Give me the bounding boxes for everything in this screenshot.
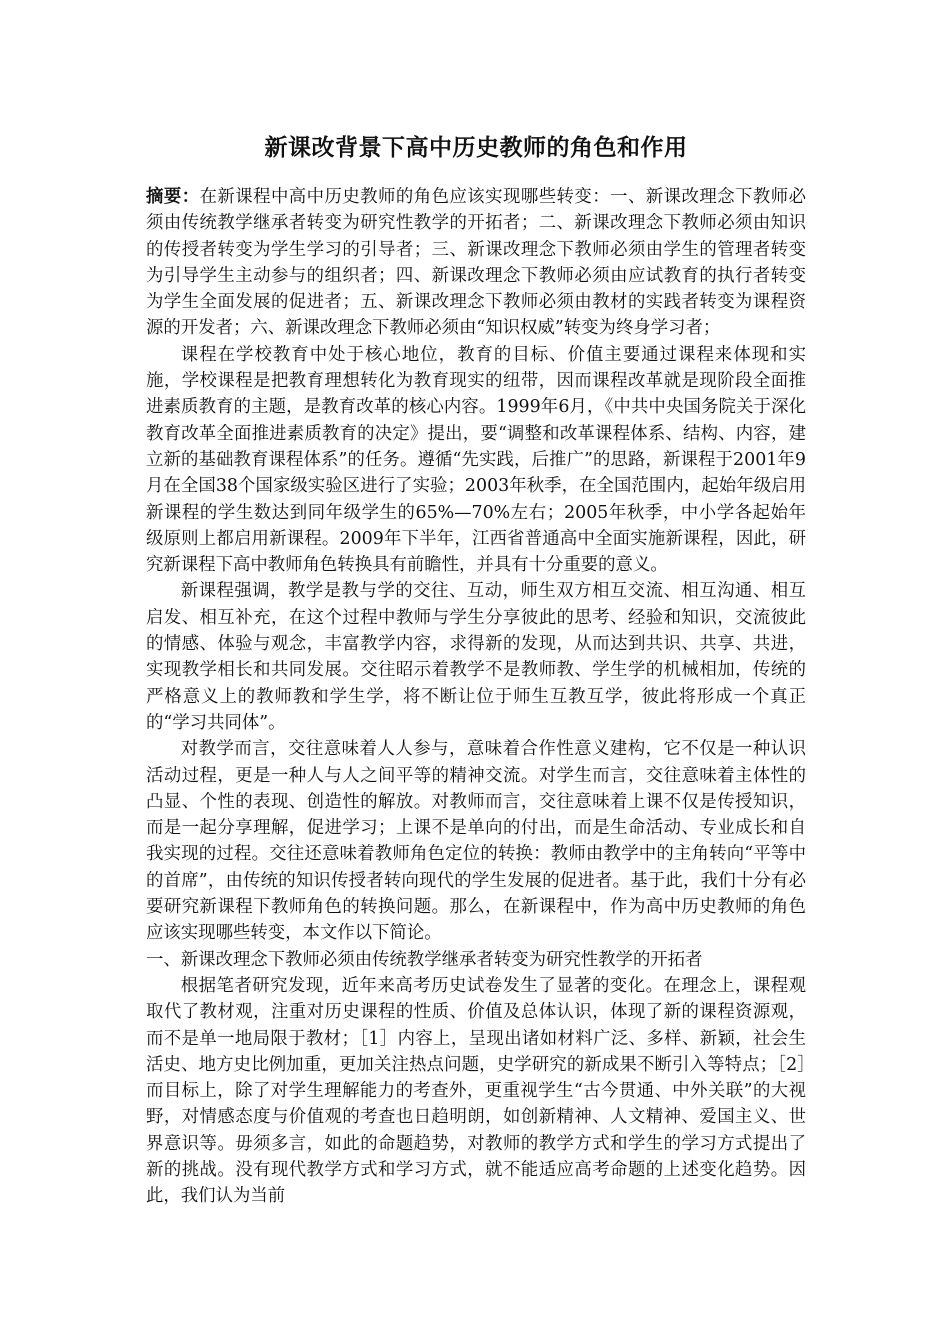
abstract-text: 在新课程中高中历史教师的角色应该实现哪些转变：一、新课改理念下教师必须由传统教学继承者转变为研究性教学的开拓者；二、新课改理念下教师必须由知识的传授者转变为学生学习的引导者；三、新课改理念下教师必须由学生的管理者转变为引导学生主动参与的组织者；四、新课改理念下教师必须由应试教育的执行者转变为学生全面发展的促进者；五、新课改理念下教师必须由教材的实践者转变为课程资源的开发者；六、新课改理念下教师必须由“知识权威”转变为终身学习者； <box>146 187 806 339</box>
document-page <box>146 128 806 1210</box>
body-paragraph-3: 对教学而言，交往意味着人人参与，意味着合作性意义建构，它不仅是一种认识活动过程，更是一种人与人之间平等的精神交流。对学生而言，交往意味着主体性的凸显、个性的表现、创造性的解放。对教师而言，交往意味着上课不仅是传授知识，而是一起分享理解，促进学习；上课不是单向的付出，而是生命活动、专业成长和自我实现的过程。交往还意味着教师角色定位的转换：教师由教学中的主角转向“平等中的首席”，由传统的知识传授者转向现代的学生发展的促进者。基于此，我们十分有必要研究新课程下教师角色的转换问题。那么，在新课程中，作为高中历史教师的角色应该实现哪些转变，本文作以下简论。 <box>146 739 806 944</box>
section-heading-1: 一、新课改理念下教师必须由传统教学继承者转变为研究性教学的开拓者 <box>146 949 703 970</box>
body-paragraph-1: 课程在学校教育中处于核心地位，教育的目标、价值主要通过课程来体现和实施，学校课程是把教育理想转化为教育现实的纽带，因而课程改革就是现阶段全面推进素质教育的主题，是教育改革的核心内容。1999年6月，《中共中央国务院关于深化教育改革全面推进素质教育的决定》提出，要“调整和改革课程体系、结构、内容，建立新的基础教育课程体系”的任务。遵循“先实践，后推广”的思路，新课程于2001年9月在全国38个国家级实验区进行了实验；2003年秋季，在全国范围内，起始年级启用新课程的学生数达到同年级学生的65%—70%左右；2005年秋季，中小学各起始年级原则上都启用新课程。2009年下半年，江西省普通高中全面实施新课程，因此，研究新课程下高中教师角色转换具有前瞻性，并具有十分重要的意义。 <box>146 344 806 576</box>
section-1-paragraph: 根据笔者研究发现，近年来高考历史试卷发生了显著的变化。在理念上，课程观取代了教材观，注重对历史课程的性质、价值及总体认识，体现了新的课程资源观，而不是单一地局限于教材；［1］内容上，呈现出诸如材料广泛、多样、新颖，社会生活史、地方史比例加重，更加关注热点问题，史学研究的新成果不断引入等特点；［2］而目标上，除了对学生理解能力的考查外，更重视学生“古今贯通、中外关联”的大视野，对情感态度与价值观的考查也日趋明朗，如创新精神、人文精神、爱国主义、世界意识等。毋须多言，如此的命题趋势，对教师的教学方式和学生的学习方式提出了新的挑战。没有现代教学方式和学习方式，就不能适应高考命题的上述变化趋势。因此，我们认为当前 <box>146 975 806 1207</box>
body-paragraph-2: 新课程强调，教学是教与学的交往、互动，师生双方相互交流、相互沟通、相互启发、相互补充，在这个过程中教师与学生分享彼此的思考、经验和知识，交流彼此的情感、体验与观念，丰富教学内容，求得新的发现，从而达到共识、共享、共进，实现教学相长和共同发展。交往昭示着教学不是教师教、学生学的机械相加，传统的严格意义上的教师教和学生学，将不断让位于师生互教互学，彼此将形成一个真正的“学习共同体”。 <box>146 581 806 733</box>
abstract-label: 摘要： <box>146 187 200 207</box>
abstract <box>146 184 806 342</box>
document-title: 新课改背景下高中历史教师的角色和作用 <box>264 134 688 161</box>
